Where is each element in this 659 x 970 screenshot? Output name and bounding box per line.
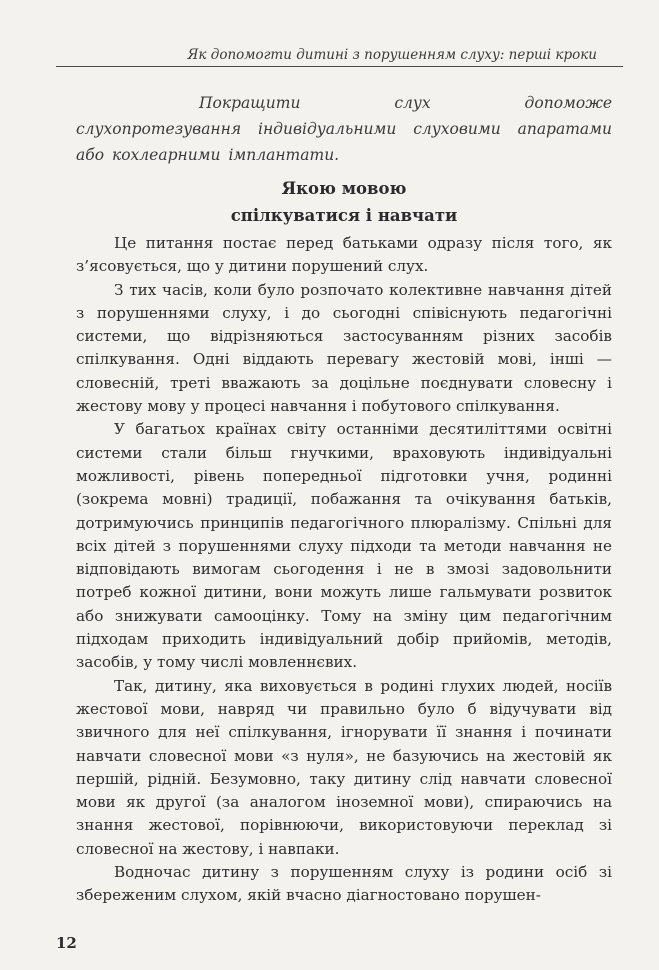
lead-block — [76, 90, 612, 168]
section-heading-line-1: Якою мовою — [281, 179, 407, 198]
section-heading — [76, 175, 612, 229]
header-rule — [56, 66, 623, 67]
lead-paragraph: Покращити слух допоможе слухопротезування індивідуальними слуховими апаратами або кохлеарними імплантати. — [76, 94, 612, 164]
section-heading-line-2: спілкуватися і навчати — [230, 206, 458, 225]
paragraph-1: Це питання постає перед батьками одразу після того, як з’ясовується, що у дитини порушений слух. — [76, 234, 612, 276]
paragraph-4: Так, дитину, яка виховується в родині глухих людей, носіїв жестової мови, навряд чи правильно було б відучувати від звичного для неї спілкування, ігнорувати її знання і починати навчати словесної мови «з нуля», не базуючись на жестовій як першій, рідній. Безумовно, таку дитину слід навчати словесної мови як другої (за аналогом іноземної мови), спираючись на знання жестової, порівнюючи, використовуючи переклад зі словесної на жестову, і навпаки. — [76, 676, 612, 858]
paragraph-5: Водночас дитину з порушенням слуху із родини осіб зі збереженим слухом, якій вчасно діагностовано порушен- — [76, 863, 612, 905]
paragraph-2: З тих часів, коли було розпочато колективне навчання дітей з порушеннями слуху, і до сьогодні співіснують педагогічні системи, що відрізняються застосуванням різних засобів спілкування. Одні віддають перевагу жестовій мові, інші — словесній, треті вважають за доцільне поєднувати словесну і жестову мову у процесі навчання і побутового спілкування. — [76, 280, 612, 416]
body-text — [76, 232, 612, 908]
page-number: 12 — [56, 934, 77, 952]
paragraph-3: У багатьох країнах світу останніми десятиліттями освітні системи стали більш гнучкими, враховують індивідуальні можливості, рівень попередньої підготовки учня, родинні (зокрема мовні) традиції, побажання та очікування батьків, дотримуючись принципів педагогічного плюралізму. Спільні для всіх дітей з порушеннями слуху підходи та методи навчання не відповідають вимогам сьогодення і не в змозі задовольнити потреб кожної дитини, вони можуть лише гальмувати розвиток або знижувати самооцінку. Тому на зміну цим педагогічним підходам приходить індивідуальний добір прийомів, методів, засобів, у тому числі мовленнєвих. — [76, 420, 612, 672]
running-head: Як допомогти дитині з порушенням слуху: перші кроки — [187, 47, 597, 63]
